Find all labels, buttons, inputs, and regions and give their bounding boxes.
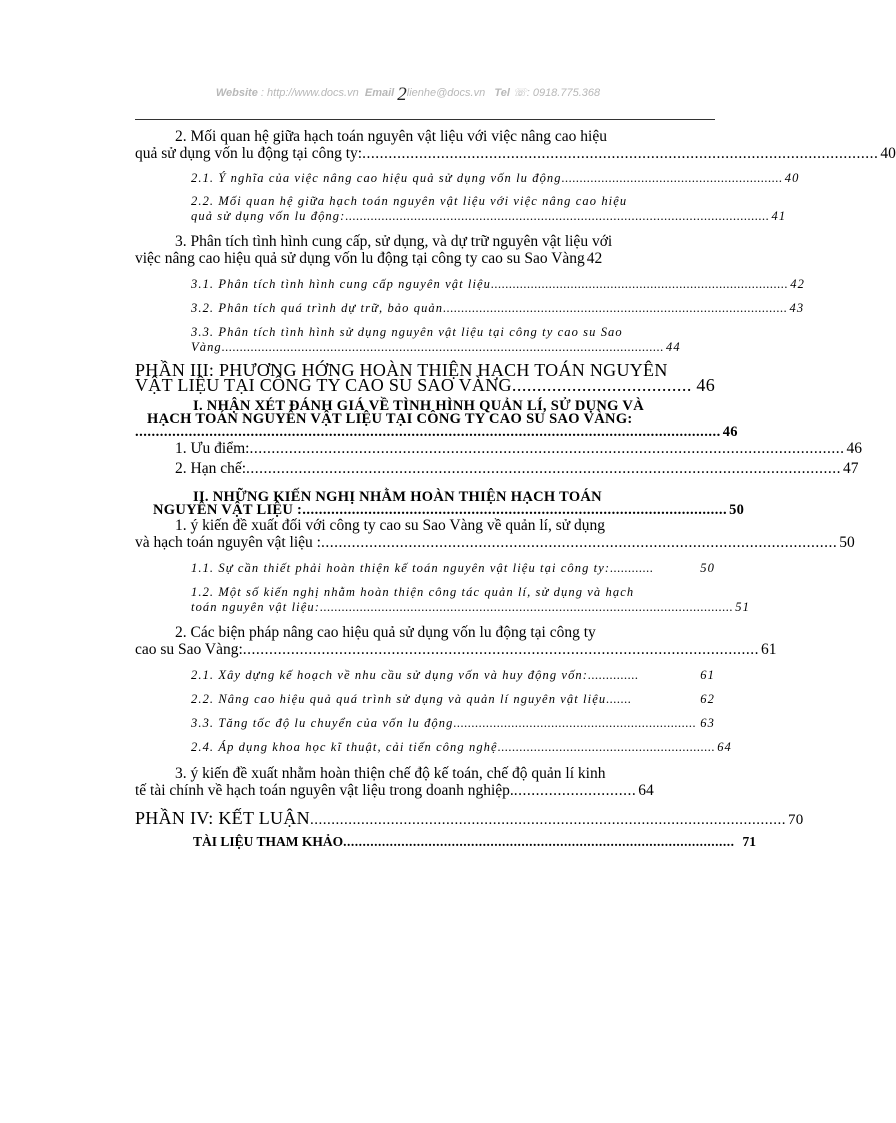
table-of-contents xyxy=(135,128,896,850)
toc-entry[interactable]: 3.2. Phân tích quá trình dự trữ, bảo quản ............................................................................................... 43 xyxy=(191,301,805,315)
toc-entry[interactable]: 2.2. Mối quan hệ giữa hạch toán nguyên vật liệu với việc nâng cao hiệu quả sử dụng vốn lu động:..................................................................................................................... 41 xyxy=(191,194,787,223)
toc-entry[interactable]: 2.2. Nâng cao hiệu quả quá trình sử dụng và quản lí nguyên vật liệu ....... 62 xyxy=(191,692,715,706)
website-label: Website xyxy=(215,87,258,99)
email-label: Email xyxy=(364,87,395,99)
toc-entry[interactable]: 3. ý kiến đề xuất nhằm hoàn thiện chế độ kế toán, chế độ quản lí kinh tế tài chính về hạch toán nguyên vật liệu trong doanh nghiệp............................. 64 xyxy=(135,765,654,799)
toc-section-heading[interactable]: II. NHỮNG KIẾN NGHỊ NHẰM HOÀN THIỆN HẠCH TOÁN NGUYÊN VẬT LIỆU : ....................................................................................................... 50 xyxy=(153,489,745,518)
toc-entry[interactable]: 1. ý kiến đề xuất đối với công ty cao su Sao Vàng về quản lí, sử dụng và hạch toán nguyên vật liệu :...................................................................................................................... 50 xyxy=(135,517,855,551)
toc-entry[interactable]: 1.1. Sự cần thiết phải hoàn thiện kế toán nguyên vật liệu tại công ty: ............ 50 xyxy=(191,561,715,575)
toc-entry[interactable]: 3.3. Phân tích tình hình sử dụng nguyên vật liệu tại công ty cao su Sao Vàng.......................................................................................................................... 44 xyxy=(191,325,681,354)
toc-entry[interactable]: 2.1. Xây dựng kế hoạch về nhu cầu sử dụng vốn và huy động vốn: .............. 61 xyxy=(191,668,715,682)
page-number: 2 xyxy=(397,84,407,105)
tel-value: : 0918.775.368 xyxy=(526,87,601,99)
email-value[interactable]: lienhe@docs.vn xyxy=(406,87,486,99)
toc-references[interactable]: TÀI LIỆU THAM KHẢO ..................................................................................................... 71 xyxy=(193,834,757,849)
toc-entry[interactable]: 3.3. Tăng tốc độ lu chuyển của vốn lu động ................................................................... 63 xyxy=(191,716,715,730)
toc-entry[interactable]: 2. Hạn chế: ........................................................................................................................................ 47 xyxy=(175,460,859,477)
header-rule xyxy=(135,119,715,120)
toc-entry[interactable]: 2. Các biện pháp nâng cao hiệu quả sử dụng vốn lu động tại công ty cao su Sao Vàng:...................................................................................................................... 61 xyxy=(135,624,777,658)
toc-section-heading[interactable]: I. NHẬN XÉT ĐÁNH GIÁ VỀ TÌNH HÌNH QUẢN LÍ, SỬ DỤNG VÀ HẠCH TOÁN NGUYÊN VẬT LIỆU TẠI CÔNG TY CAO SU SAO VÀNG: .............................................................................................................................................. 46 xyxy=(135,398,738,440)
toc-entry[interactable]: 3.1. Phân tích tình hình cung cấp nguyên vật liệu .................................................................................. 42 xyxy=(191,277,805,291)
website-value[interactable]: : http://www.docs.vn xyxy=(260,87,359,99)
toc-entry[interactable]: 3. Phân tích tình hình cung cấp, sử dụng, và dự trữ nguyên vật liệu với việc nâng cao hiệu quả sử dụng vốn lu động tại công ty cao su Sao Vàng 42 xyxy=(135,233,613,267)
toc-entry[interactable]: 1. Ưu điểm: ........................................................................................................................................ 46 xyxy=(175,440,862,457)
page-header xyxy=(0,84,816,106)
toc-entry[interactable]: 2.1. Ý nghĩa của việc nâng cao hiệu quả sử dụng vốn lu động ............................................................. 40 xyxy=(191,171,800,185)
phone-icon: ☏ xyxy=(512,87,527,99)
toc-entry[interactable]: 2.4. Áp dụng khoa học kĩ thuật, cải tiến công nghệ ............................................................ 64 xyxy=(191,740,732,754)
toc-part-heading[interactable]: PHẦN IV: KẾT LUẬN ................................................................................................................ 70 xyxy=(135,808,804,828)
toc-part-heading[interactable]: PHẦN III: PHƯƠNG HỚNG HOÀN THIỆN HẠCH TOÁN NGUYÊN VẬT LIỆU TẠI CÔNG TY CAO SU SAO VÀNG .................................... 46 xyxy=(135,360,715,395)
tel-label: Tel xyxy=(494,87,510,99)
toc-entry[interactable]: 2. Mối quan hệ giữa hạch toán nguyên vật liệu với việc nâng cao hiệu quả sử dụng vốn lu động tại công ty:...................................................................................................................... 40 xyxy=(135,128,896,162)
toc-entry[interactable]: 1.2. Một số kiến nghị nhằm hoàn thiện công tác quản lí, sử dụng và hạch toán nguyên vật liệu:.................................................................................................................. 51 xyxy=(191,585,750,614)
